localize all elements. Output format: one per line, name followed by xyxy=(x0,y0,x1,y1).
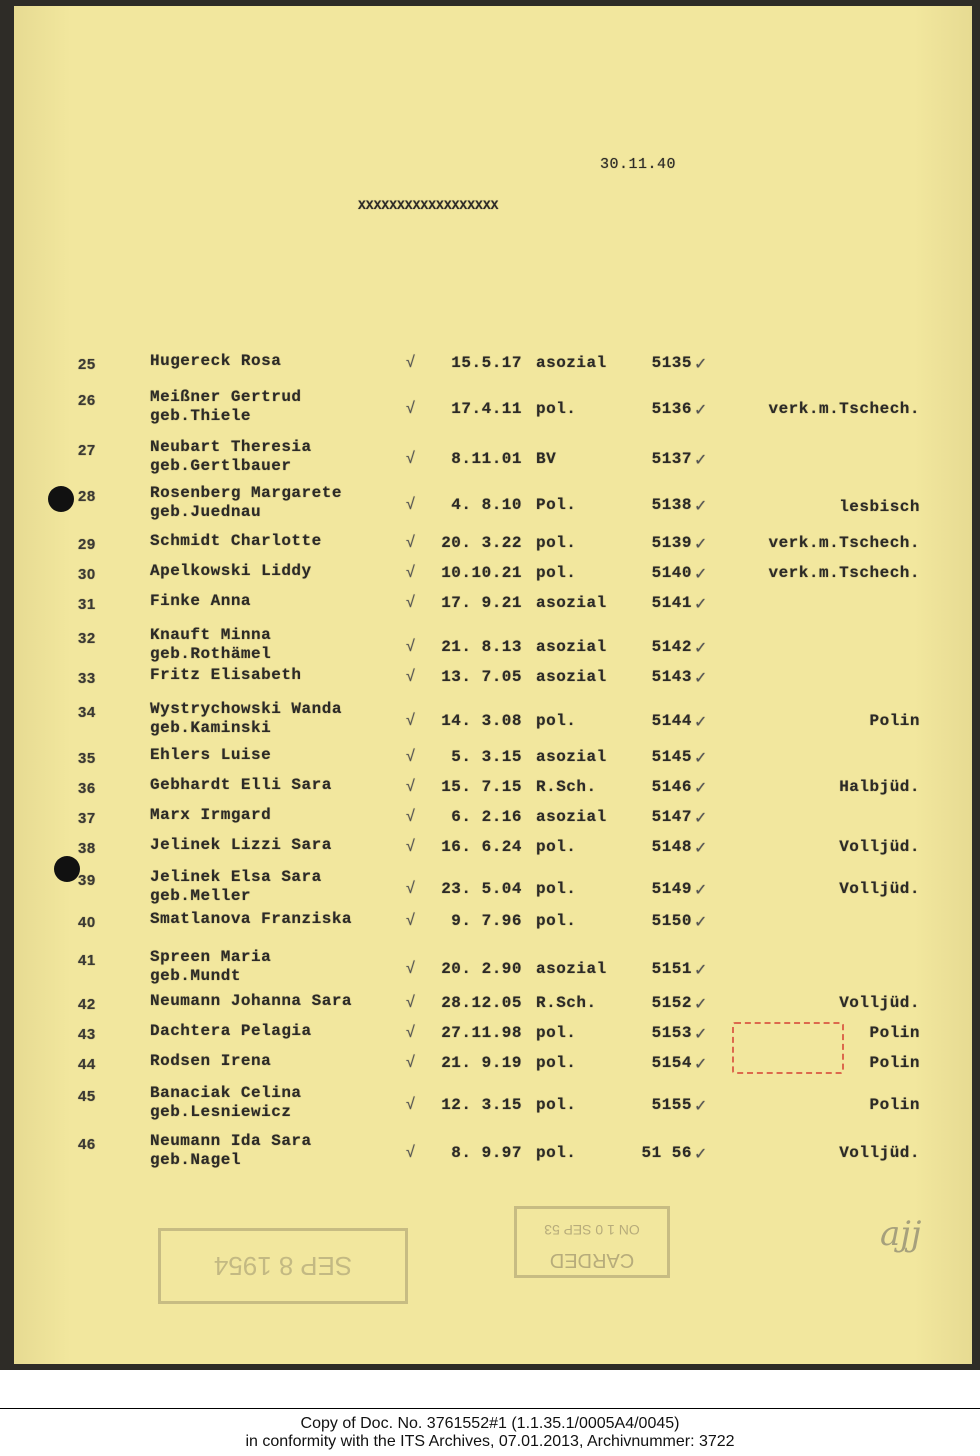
prisoner-name: Jelinek Elsa Sara geb.Meller xyxy=(150,868,322,905)
birth-date: 14. 3.08 xyxy=(441,712,522,730)
carded-stamp-line1: CARDED xyxy=(549,1249,635,1271)
birth-date: 6. 2.16 xyxy=(451,808,522,826)
category: asozial xyxy=(536,354,607,372)
tick-mark: ✓ xyxy=(694,1146,708,1163)
category: asozial xyxy=(536,960,607,978)
category: pol. xyxy=(536,1096,577,1114)
remark: Polin xyxy=(869,1054,920,1072)
prisoner-number: 5135 xyxy=(651,354,692,372)
prisoner-number: 51 56 xyxy=(641,1144,692,1162)
prisoner-number: 5151 xyxy=(651,960,692,978)
category: pol. xyxy=(536,880,577,898)
tick-mark: ✓ xyxy=(694,670,708,687)
check-mark: √ xyxy=(406,808,416,825)
tick-mark: ✓ xyxy=(694,1098,708,1115)
category: asozial xyxy=(536,594,607,612)
prisoner-number: 5145 xyxy=(651,748,692,766)
date-stamp-text: SEP 8 1954 xyxy=(213,1251,353,1281)
birth-date: 16. 6.24 xyxy=(441,838,522,856)
row-number: 30 xyxy=(78,566,96,583)
birth-date: 23. 5.04 xyxy=(441,880,522,898)
struck-out-heading: XXXXXXXXXXXXXXXXXX xyxy=(358,198,499,213)
archive-footer xyxy=(0,1408,980,1451)
check-mark: √ xyxy=(406,450,416,467)
tick-mark: ✓ xyxy=(694,882,708,899)
prisoner-number: 5139 xyxy=(651,534,692,552)
birth-date: 4. 8.10 xyxy=(451,496,522,514)
tick-mark: ✓ xyxy=(694,750,708,767)
check-mark: √ xyxy=(406,564,416,581)
row-number: 36 xyxy=(78,780,96,797)
row-number: 41 xyxy=(78,952,96,969)
tick-mark: ✓ xyxy=(694,402,708,419)
birth-date: 12. 3.15 xyxy=(441,1096,522,1114)
tick-mark: ✓ xyxy=(694,640,708,657)
remark: Polin xyxy=(869,1024,920,1042)
prisoner-number: 5136 xyxy=(651,400,692,418)
prisoner-number: 5150 xyxy=(651,912,692,930)
prisoner-name: Jelinek Lizzi Sara xyxy=(150,836,332,854)
row-number: 32 xyxy=(78,630,96,647)
category: pol. xyxy=(536,838,577,856)
prisoner-name: Meißner Gertrud geb.Thiele xyxy=(150,388,302,425)
birth-date: 17.4.11 xyxy=(451,400,522,418)
row-number: 34 xyxy=(78,704,96,721)
check-mark: √ xyxy=(406,354,416,371)
prisoner-name: Gebhardt Elli Sara xyxy=(150,776,332,794)
prisoner-name: Spreen Maria geb.Mundt xyxy=(150,948,272,985)
tick-mark: ✓ xyxy=(694,566,708,583)
check-mark: √ xyxy=(406,778,416,795)
prisoner-name: Schmidt Charlotte xyxy=(150,532,322,550)
tick-mark: ✓ xyxy=(694,780,708,797)
category: asozial xyxy=(536,748,607,766)
prisoner-number: 5152 xyxy=(651,994,692,1012)
row-number: 31 xyxy=(78,596,96,613)
document-page xyxy=(14,6,972,1364)
remark: Polin xyxy=(869,1096,920,1114)
birth-date: 13. 7.05 xyxy=(441,668,522,686)
remark: verk.m.Tschech. xyxy=(768,400,920,418)
prisoner-name: Wystrychowski Wanda geb.Kaminski xyxy=(150,700,342,737)
prisoner-name: Banaciak Celina geb.Lesniewicz xyxy=(150,1084,302,1121)
row-number: 26 xyxy=(78,392,96,409)
footer-line-1: Copy of Doc. No. 3761552#1 (1.1.35.1/0005A4/0045) xyxy=(300,1415,680,1432)
tick-mark: ✓ xyxy=(694,810,708,827)
row-number: 44 xyxy=(78,1056,96,1073)
birth-date: 17. 9.21 xyxy=(441,594,522,612)
prisoner-number: 5153 xyxy=(651,1024,692,1042)
prisoner-number: 5155 xyxy=(651,1096,692,1114)
prisoner-name: Knauft Minna geb.Rothämel xyxy=(150,626,272,663)
tick-mark: ✓ xyxy=(694,596,708,613)
remark: verk.m.Tschech. xyxy=(768,564,920,582)
birth-date: 10.10.21 xyxy=(441,564,522,582)
row-number: 42 xyxy=(78,996,96,1013)
date-stamp xyxy=(158,1228,408,1304)
prisoner-name: Rosenberg Margarete geb.Juednau xyxy=(150,484,342,521)
check-mark: √ xyxy=(406,1024,416,1041)
tick-mark: ✓ xyxy=(694,498,708,515)
remark: Halbjüd. xyxy=(839,778,920,796)
category: Pol. xyxy=(536,496,577,514)
check-mark: √ xyxy=(406,880,416,897)
birth-date: 21. 8.13 xyxy=(441,638,522,656)
category: BV xyxy=(536,450,557,468)
check-mark: √ xyxy=(406,400,416,417)
tick-mark: ✓ xyxy=(694,914,708,931)
row-number: 40 xyxy=(78,914,96,931)
tick-mark: ✓ xyxy=(694,356,708,373)
tick-mark: ✓ xyxy=(694,1026,708,1043)
tick-mark: ✓ xyxy=(694,536,708,553)
prisoner-number: 5142 xyxy=(651,638,692,656)
birth-date: 20. 3.22 xyxy=(441,534,522,552)
category: pol. xyxy=(536,564,577,582)
prisoner-number: 5154 xyxy=(651,1054,692,1072)
tick-mark: ✓ xyxy=(694,1056,708,1073)
document-date: 30.11.40 xyxy=(600,156,677,173)
prisoner-name: Marx Irmgard xyxy=(150,806,272,824)
tick-mark: ✓ xyxy=(694,840,708,857)
birth-date: 5. 3.15 xyxy=(451,748,522,766)
check-mark: √ xyxy=(406,668,416,685)
tick-mark: ✓ xyxy=(694,996,708,1013)
check-mark: √ xyxy=(406,960,416,977)
birth-date: 15. 7.15 xyxy=(441,778,522,796)
prisoner-number: 5147 xyxy=(651,808,692,826)
remark: Volljüd. xyxy=(839,838,920,856)
row-number: 45 xyxy=(78,1088,96,1105)
birth-date: 8. 9.97 xyxy=(451,1144,522,1162)
remark: Volljüd. xyxy=(839,994,920,1012)
tick-mark: ✓ xyxy=(694,714,708,731)
punch-hole-top xyxy=(48,486,74,512)
category: asozial xyxy=(536,638,607,656)
prisoner-name: Dachtera Pelagia xyxy=(150,1022,312,1040)
tick-mark: ✓ xyxy=(694,452,708,469)
category: asozial xyxy=(536,668,607,686)
birth-date: 20. 2.90 xyxy=(441,960,522,978)
check-mark: √ xyxy=(406,994,416,1011)
category: pol. xyxy=(536,534,577,552)
check-mark: √ xyxy=(406,1144,416,1161)
prisoner-number: 5140 xyxy=(651,564,692,582)
prisoner-name: Neumann Ida Sara geb.Nagel xyxy=(150,1132,312,1169)
check-mark: √ xyxy=(406,638,416,655)
remark: Polin xyxy=(869,712,920,730)
category: pol. xyxy=(536,912,577,930)
prisoner-number: 5138 xyxy=(651,496,692,514)
prisoner-number: 5143 xyxy=(651,668,692,686)
check-mark: √ xyxy=(406,838,416,855)
prisoner-number: 5137 xyxy=(651,450,692,468)
check-mark: √ xyxy=(406,712,416,729)
carded-stamp-line2: ON 1 0 SEP 53 xyxy=(544,1222,640,1238)
prisoner-name: Ehlers Luise xyxy=(150,746,272,764)
prisoner-name: Neubart Theresia geb.Gertlbauer xyxy=(150,438,312,475)
row-number: 27 xyxy=(78,442,96,459)
carded-stamp xyxy=(514,1206,670,1278)
birth-date: 21. 9.19 xyxy=(441,1054,522,1072)
row-number: 43 xyxy=(78,1026,96,1043)
remark: Volljüd. xyxy=(839,880,920,898)
prisoner-number: 5144 xyxy=(651,712,692,730)
category: pol. xyxy=(536,1024,577,1042)
remark: verk.m.Tschech. xyxy=(768,534,920,552)
check-mark: √ xyxy=(406,496,416,513)
prisoner-name: Apelkowski Liddy xyxy=(150,562,312,580)
row-number: 39 xyxy=(78,872,96,889)
prisoner-name: Neumann Johanna Sara xyxy=(150,992,353,1010)
row-number: 25 xyxy=(78,356,96,373)
remark: lesbisch xyxy=(839,498,920,516)
check-mark: √ xyxy=(406,1096,416,1113)
prisoner-name: Finke Anna xyxy=(150,592,252,610)
check-mark: √ xyxy=(406,594,416,611)
birth-date: 9. 7.96 xyxy=(451,912,522,930)
category: asozial xyxy=(536,808,607,826)
row-number: 38 xyxy=(78,840,96,857)
footer-line-2: in conformity with the ITS Archives, 07.01.2013, Archivnummer: 3722 xyxy=(245,1433,735,1450)
handwritten-initial: ajj xyxy=(880,1214,922,1254)
prisoner-name: Rodsen Irena xyxy=(150,1052,272,1070)
check-mark: √ xyxy=(406,1054,416,1071)
prisoner-number: 5146 xyxy=(651,778,692,796)
tick-mark: ✓ xyxy=(694,962,708,979)
row-number: 33 xyxy=(78,670,96,687)
category: R.Sch. xyxy=(536,994,597,1012)
row-number: 46 xyxy=(78,1136,96,1153)
birth-date: 27.11.98 xyxy=(441,1024,522,1042)
category: pol. xyxy=(536,400,577,418)
birth-date: 15.5.17 xyxy=(451,354,522,372)
prisoner-number: 5148 xyxy=(651,838,692,856)
row-number: 28 xyxy=(78,488,96,505)
birth-date: 28.12.05 xyxy=(441,994,522,1012)
red-dashed-mark xyxy=(732,1022,844,1074)
prisoner-number: 5149 xyxy=(651,880,692,898)
check-mark: √ xyxy=(406,912,416,929)
prisoner-name: Hugereck Rosa xyxy=(150,352,282,370)
check-mark: √ xyxy=(406,534,416,551)
prisoner-name: Fritz Elisabeth xyxy=(150,666,302,684)
row-number: 35 xyxy=(78,750,96,767)
remark: Volljüd. xyxy=(839,1144,920,1162)
prisoner-name: Smatlanova Franziska xyxy=(150,910,353,928)
prisoner-number: 5141 xyxy=(651,594,692,612)
birth-date: 8.11.01 xyxy=(451,450,522,468)
check-mark: √ xyxy=(406,748,416,765)
category: R.Sch. xyxy=(536,778,597,796)
row-number: 29 xyxy=(78,536,96,553)
category: pol. xyxy=(536,1054,577,1072)
category: pol. xyxy=(536,712,577,730)
punch-hole-bottom xyxy=(54,856,80,882)
category: pol. xyxy=(536,1144,577,1162)
row-number: 37 xyxy=(78,810,96,827)
